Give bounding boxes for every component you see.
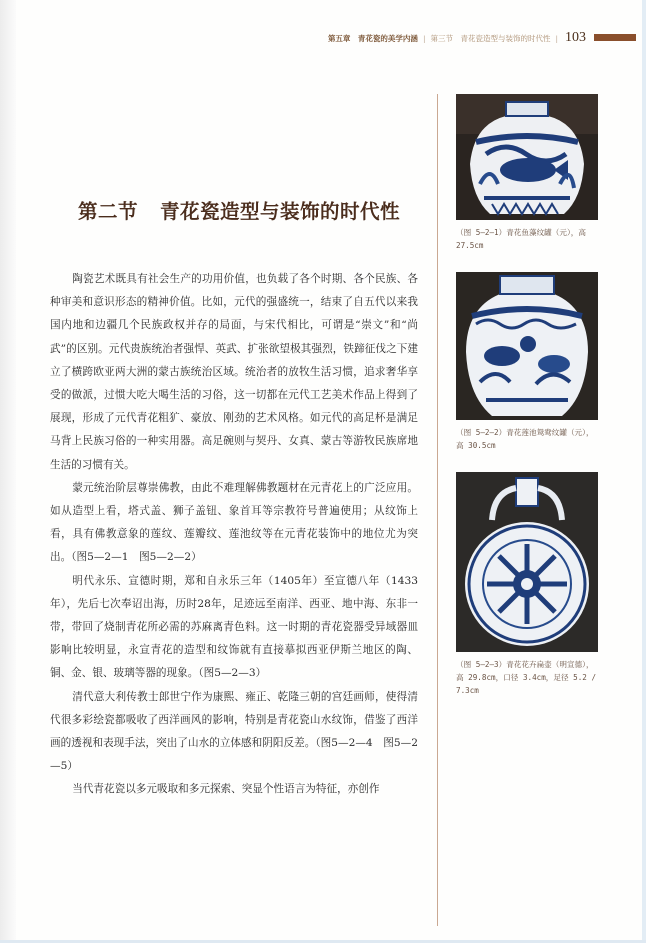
figure-1 — [456, 94, 598, 252]
page-number: 103 — [565, 30, 586, 45]
figure-1-caption: （图 5—2—1）青花鱼藻纹罐（元），高 27.5cm — [456, 228, 586, 250]
figure-2 — [456, 272, 598, 452]
paragraph: 蒙元统治阶层尊崇佛教，由此不难理解佛教题材在元青花上的广泛应用。如从造型上看，塔式盖、狮子盖钮、象首耳等宗教符号普遍使用；从纹饰上看，具有佛教意象的莲纹、莲瓣纹、莲池纹等在元青花装饰中的地位尤为突出。（图5—2—1 图5—2—2） — [50, 481, 418, 564]
section-title — [78, 196, 428, 224]
running-header — [328, 29, 586, 47]
header-chapter: 第五章 青花瓷的美学内涵 — [327, 33, 418, 43]
header-separator: | — [422, 33, 426, 43]
paragraph: 清代意大利传教士郎世宁作为康熙、雍正、乾隆三朝的宫廷画师，使得清代很多彩绘瓷都吸收了西洋画风的影响，特别是青花瓷山水纹饰，借鉴了西洋画的透视和表现手法，突出了山水的立体感和阴阳反差。（图5—2—4 图5—2—5） — [50, 690, 418, 773]
paragraph: 明代永乐、宣德时期，郑和自永乐三年（1405年）至宣德八年（1433年），先后七次奉诏出海，历时28年，足迹远至南洋、西亚、地中海、东非一带，带回了烧制青花所必需的苏麻离青色料。这一时期的青花瓷器受异域器皿影响比较明显，永宣青花的造型和纹饰就有直接摹拟西亚伊斯兰地区的陶、铜、金、银、玻璃等器的现象。（图5—2—3） — [50, 574, 418, 680]
figure-2-caption: （图 5—2—2）青花莲池鸳鸯纹罐（元），高 30.5cm — [456, 428, 594, 450]
lotus-pond-jar-image — [456, 272, 598, 420]
section-number: 第二节 — [78, 200, 139, 223]
header-accent-bar — [594, 34, 636, 41]
section-title-text: 青花瓷造型与装饰的时代性 — [160, 200, 401, 223]
figure-3-caption: （图 5—2—3）青花花卉扁壶（明宣德），高 29.8cm，口径 3.4cm，足径 5.2 / 7.3cm — [456, 660, 597, 695]
paragraph: 陶瓷艺术既具有社会生产的功用价值，也负载了各个时期、各个民族、各种审美和意识形态的精神价值。比如，元代的强盛统一，结束了自五代以来我国内地和边疆几个民族政权并存的局面，与宋代相比，可谓是“崇文”和“尚武”的区别。元代贵族统治者强悍、英武、扩张欲望极其强烈，铁蹄征伐之下建立了横跨欧亚两大洲的蒙古族统治区域。统治者的放牧生活习惯，追求奢华享受的做派，过惯大吃大喝生活的习俗，这一切都在元代工艺美术作品上得到了展现，形成了元代青花粗犷、豪放、刚劲的艺术风格。如元代的高足杯是满足马背上民族习俗的一种实用器。高足碗则与契丹、女真、蒙古等游牧民族席地生活的习惯有关。 — [50, 273, 418, 471]
fish-algae-jar-image — [456, 94, 598, 220]
viewer-scrollbar-edge[interactable] — [642, 0, 646, 943]
paragraph: 当代青花瓷以多元吸取和多元探索、突显个性语言为特征，亦创作 — [72, 783, 380, 796]
page-gutter-shadow — [0, 0, 16, 943]
body-text — [50, 268, 418, 802]
moon-flask-image — [456, 472, 598, 652]
header-section: 第三节 青花瓷造型与装饰的时代性 — [430, 33, 551, 43]
column-divider — [437, 94, 438, 926]
figure-3 — [456, 472, 598, 697]
header-separator-2: | — [555, 33, 558, 43]
